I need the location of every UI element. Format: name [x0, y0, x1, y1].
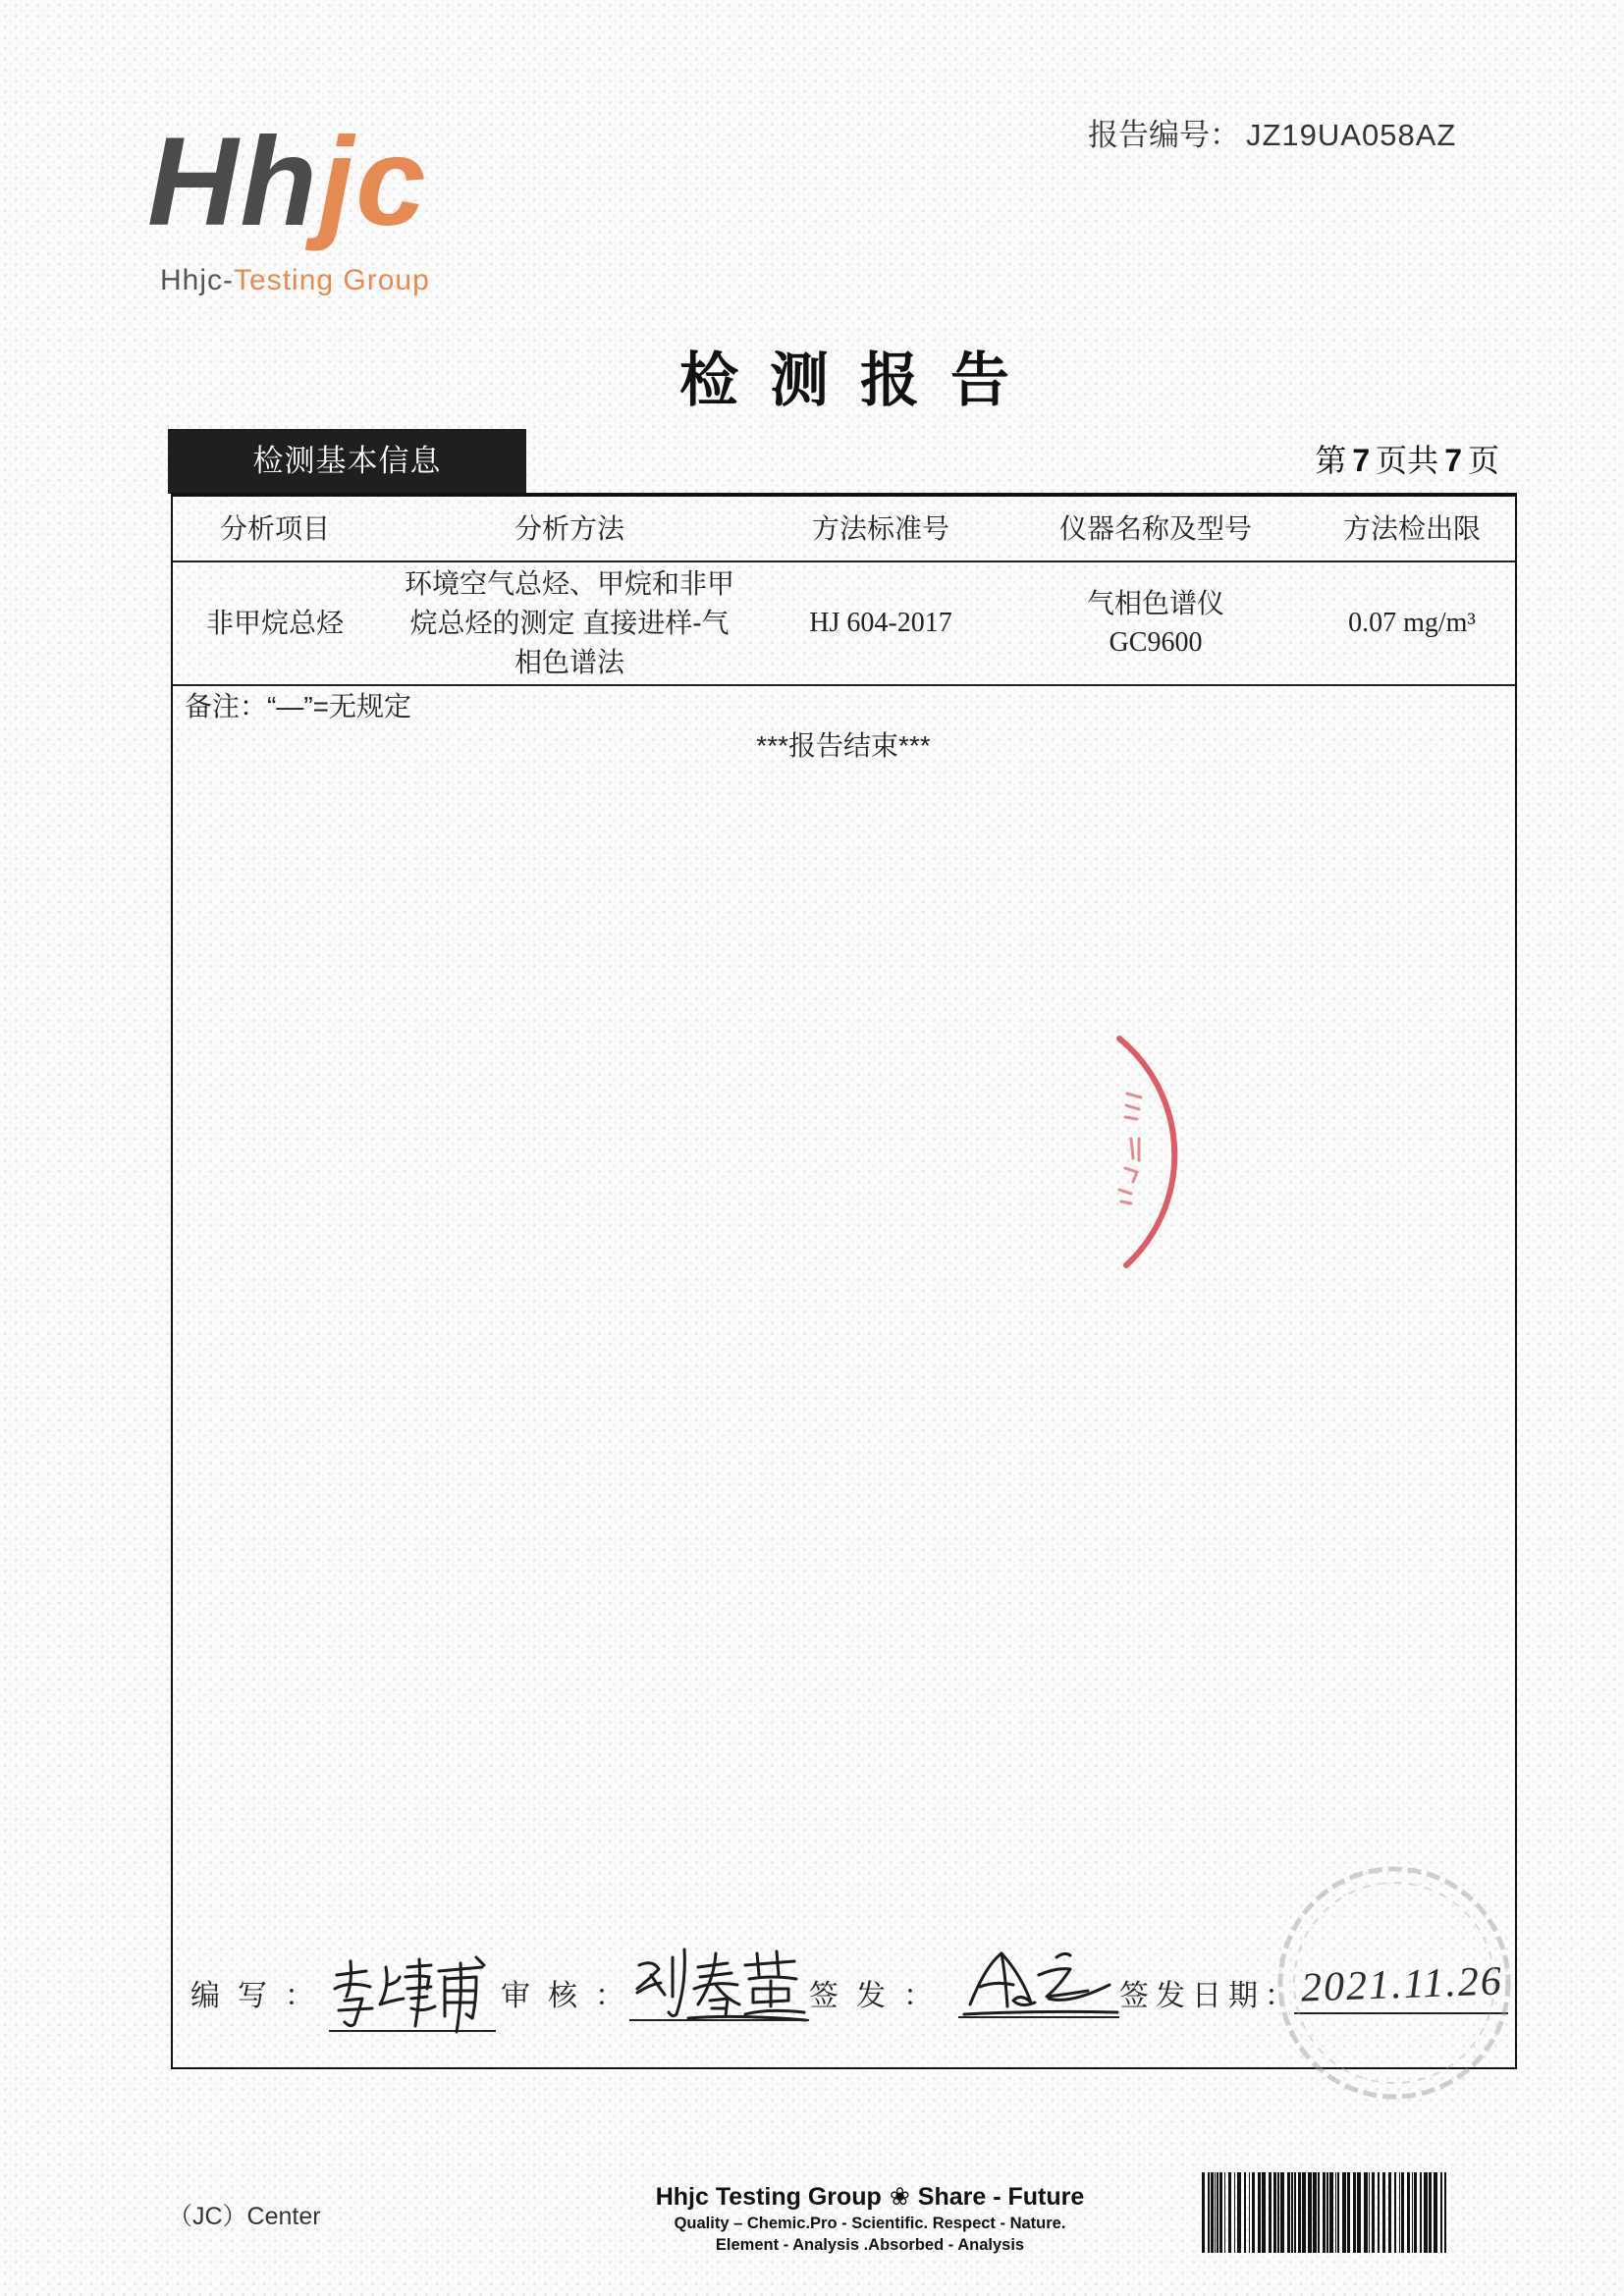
barcode-bar — [1444, 2172, 1446, 2253]
seal-ring — [1119, 1039, 1174, 1265]
signature-stroke — [777, 1951, 779, 1975]
barcode-bar — [1337, 2172, 1339, 2253]
signature-stroke — [411, 2006, 435, 2010]
signature-stroke — [757, 1953, 759, 1975]
section-tab: 检测基本信息 — [168, 429, 526, 494]
method-line: 烷总烃的测定 直接进样-气 — [409, 608, 730, 638]
cell-analysis-item: 非甲烷总烃 — [205, 608, 344, 638]
signature-underline — [958, 2016, 1119, 2018]
barcode-bar — [1234, 2172, 1235, 2253]
faint-seal-outer-ring — [1280, 1869, 1508, 2097]
seal-text-fragment — [1131, 1139, 1133, 1158]
signature-stroke — [669, 1949, 684, 2016]
cell-detection-limit: 0.07 mg/m³ — [1348, 608, 1476, 638]
barcode-bar — [1323, 2172, 1326, 2253]
footer-motto-2: Element - Analysis .Absorbed - Analysis — [715, 2236, 1025, 2254]
barcode-bar — [1313, 2172, 1317, 2253]
signature-stroke — [970, 1953, 1007, 2006]
footer-brand-block — [595, 2181, 1145, 2256]
footer-brand-line — [595, 2181, 1145, 2213]
header-instrument: 仪器名称及型号 — [1058, 512, 1252, 544]
footer-brand: Hhjc Testing Group — [655, 2183, 882, 2211]
method-line: 相色谱法 — [514, 647, 624, 677]
signature-stroke — [749, 1977, 796, 1979]
barcode-bar — [1273, 2172, 1276, 2253]
barcode-bar — [1329, 2172, 1333, 2253]
barcode-bar — [1208, 2172, 1210, 2253]
company-logo — [147, 112, 428, 252]
barcode-bar — [1369, 2172, 1370, 2253]
table-note: 备注：“—”=无规定 — [185, 691, 412, 721]
seal-text-fragment — [1121, 1201, 1131, 1203]
signature-stroke — [745, 1961, 794, 1965]
barcode-bar — [1326, 2172, 1328, 2253]
barcode-bar — [1269, 2172, 1272, 2253]
barcode-icon — [1200, 2172, 1448, 2253]
barcode-bar — [1228, 2172, 1231, 2253]
method-line: 环境空气总烃、甲烷和非甲 — [404, 568, 734, 599]
barcode-bar — [1420, 2172, 1422, 2253]
barcode-bar — [1298, 2172, 1301, 2253]
footer-slogan: Share - Future — [917, 2183, 1085, 2211]
signature-stroke — [964, 2011, 1117, 2014]
signature-stroke — [698, 1953, 716, 2004]
barcode-bar — [1347, 2172, 1350, 2253]
reviewed-by-label: 审核： — [501, 1980, 642, 2012]
signature-stroke — [980, 1983, 1013, 1987]
signature-stroke — [700, 1973, 731, 1977]
prepared-by-label: 编写： — [190, 1980, 332, 2012]
barcode-bar — [1394, 2172, 1396, 2253]
barcode-bar — [1308, 2172, 1312, 2253]
barcode-bar — [1434, 2172, 1437, 2253]
barcode-bar — [1382, 2172, 1385, 2253]
header-method-standard: 方法标准号 — [811, 512, 949, 544]
issue-date-label: 签发日期： — [1119, 1980, 1301, 2012]
tagline-accent: Testing Group — [234, 264, 430, 296]
seal-text-fragment — [1126, 1105, 1139, 1109]
header-analysis-item: 分析项目 — [219, 512, 330, 544]
signature-stroke — [1039, 1969, 1088, 1997]
total-pages: 7 — [1444, 443, 1462, 478]
signature-issued — [962, 1946, 1119, 2019]
table-row — [173, 562, 1515, 684]
seal-text-fragment — [1125, 1117, 1137, 1119]
signature-reviewed — [629, 1946, 811, 2024]
barcode-bar — [1357, 2172, 1361, 2253]
signature-stroke — [345, 1999, 362, 2026]
signature-stroke — [745, 2010, 804, 2014]
barcode-bar — [1277, 2172, 1279, 2253]
instrument-name: 气相色谱仪 — [1086, 588, 1224, 618]
signature-stroke — [415, 1959, 420, 2026]
report-number — [1088, 116, 1456, 155]
barcode-bar — [1302, 2172, 1306, 2253]
report-number-value: JZ19UA058AZ — [1246, 118, 1457, 152]
barcode-bar — [1414, 2172, 1417, 2253]
barcode-bar — [1224, 2172, 1225, 2253]
seal-text-fragment — [1127, 1094, 1141, 1097]
logo-mark-dark: Hh — [147, 112, 319, 252]
barcode-bar — [1252, 2172, 1255, 2253]
cell-instrument — [1008, 562, 1303, 684]
barcode-bar — [1249, 2172, 1250, 2253]
barcode-bar — [1440, 2172, 1442, 2253]
pagination-suffix: 页 — [1467, 443, 1499, 478]
logo-tagline — [160, 263, 430, 298]
signature-underline — [329, 2030, 496, 2032]
faint-seal-inner-ring — [1294, 1883, 1494, 2083]
barcode-bar — [1219, 2172, 1222, 2253]
barcode-bar — [1318, 2172, 1320, 2253]
seal-text-fragment — [1119, 1190, 1131, 1194]
barcode-bar — [1335, 2172, 1336, 2253]
barcode-bar — [1287, 2172, 1290, 2253]
signature-stroke — [476, 1957, 484, 1965]
report-number-label: 报告编号： — [1088, 118, 1240, 152]
signature-stroke — [335, 1984, 370, 1989]
row-divider — [173, 684, 1515, 686]
barcode-bar — [1372, 2172, 1375, 2253]
faint-seal-stamp-icon — [1257, 1855, 1532, 2101]
barcode-bar — [1412, 2172, 1413, 2253]
page-title: 检测报告 — [679, 348, 1041, 413]
pagination — [1315, 441, 1499, 480]
barcode-bar — [1244, 2172, 1246, 2253]
signature-stroke — [339, 2008, 372, 2010]
signature-stroke — [347, 1961, 352, 1997]
signature-stroke — [380, 1967, 404, 2004]
signature-stroke — [457, 1963, 461, 2032]
report-table — [171, 493, 1517, 2069]
barcode-bar — [1262, 2172, 1266, 2253]
report-end-marker: ***报告结束*** — [756, 730, 931, 761]
header-detection-limit: 方法检出限 — [1342, 512, 1481, 544]
footer-motto-1: Quality – Chemic.Pro - Scientific. Respect - Nature. — [674, 2215, 1066, 2232]
current-page: 7 — [1352, 443, 1371, 478]
barcode-bar — [1258, 2172, 1261, 2253]
barcode-bar — [1353, 2172, 1356, 2253]
pagination-prefix: 第 — [1315, 443, 1347, 478]
cell-method-standard: HJ 604-2017 — [809, 608, 952, 638]
barcode-bar — [1342, 2172, 1346, 2253]
signature-prepared — [329, 1953, 496, 2034]
barcode-bar — [1407, 2172, 1410, 2253]
barcode-bar — [1280, 2172, 1284, 2253]
pagination-middle: 页共 — [1376, 443, 1439, 478]
instrument-model: GC9600 — [1109, 627, 1203, 658]
barcode-bar — [1294, 2172, 1296, 2253]
flower-icon — [882, 2183, 918, 2211]
logo-mark-accent: jc — [318, 112, 428, 252]
header-analysis-method: 分析方法 — [514, 512, 624, 544]
barcode-bar — [1364, 2172, 1368, 2253]
barcode-bar — [1291, 2172, 1293, 2253]
footer-center-code: （JC）Center — [168, 2203, 321, 2230]
issue-date-handwritten: 2021.11.26 — [1300, 1958, 1504, 2011]
barcode-bar — [1399, 2172, 1400, 2253]
signature-stroke — [388, 1977, 400, 1985]
signature-underline — [629, 2019, 809, 2021]
issued-by-label: 签发： — [809, 1980, 950, 2012]
barcode-bar — [1424, 2172, 1428, 2253]
barcode-bar — [1211, 2172, 1214, 2253]
cell-analysis-method — [383, 562, 756, 684]
red-seal-stamp-icon — [1001, 1021, 1198, 1286]
barcode-bar — [1237, 2172, 1241, 2253]
tagline-dark: Hhjc- — [160, 264, 235, 296]
barcode-bar — [1215, 2172, 1216, 2253]
signature-stroke — [1056, 1953, 1070, 1957]
barcode-bar — [1202, 2172, 1205, 2253]
barcode-bar — [1401, 2172, 1404, 2253]
barcode-bar — [1378, 2172, 1380, 2253]
table-header-row — [173, 497, 1515, 561]
barcode-bar — [1388, 2172, 1391, 2253]
seal-text-fragment — [1125, 1168, 1137, 1182]
barcode-bar — [1429, 2172, 1432, 2253]
barcode-bar — [1217, 2172, 1218, 2253]
